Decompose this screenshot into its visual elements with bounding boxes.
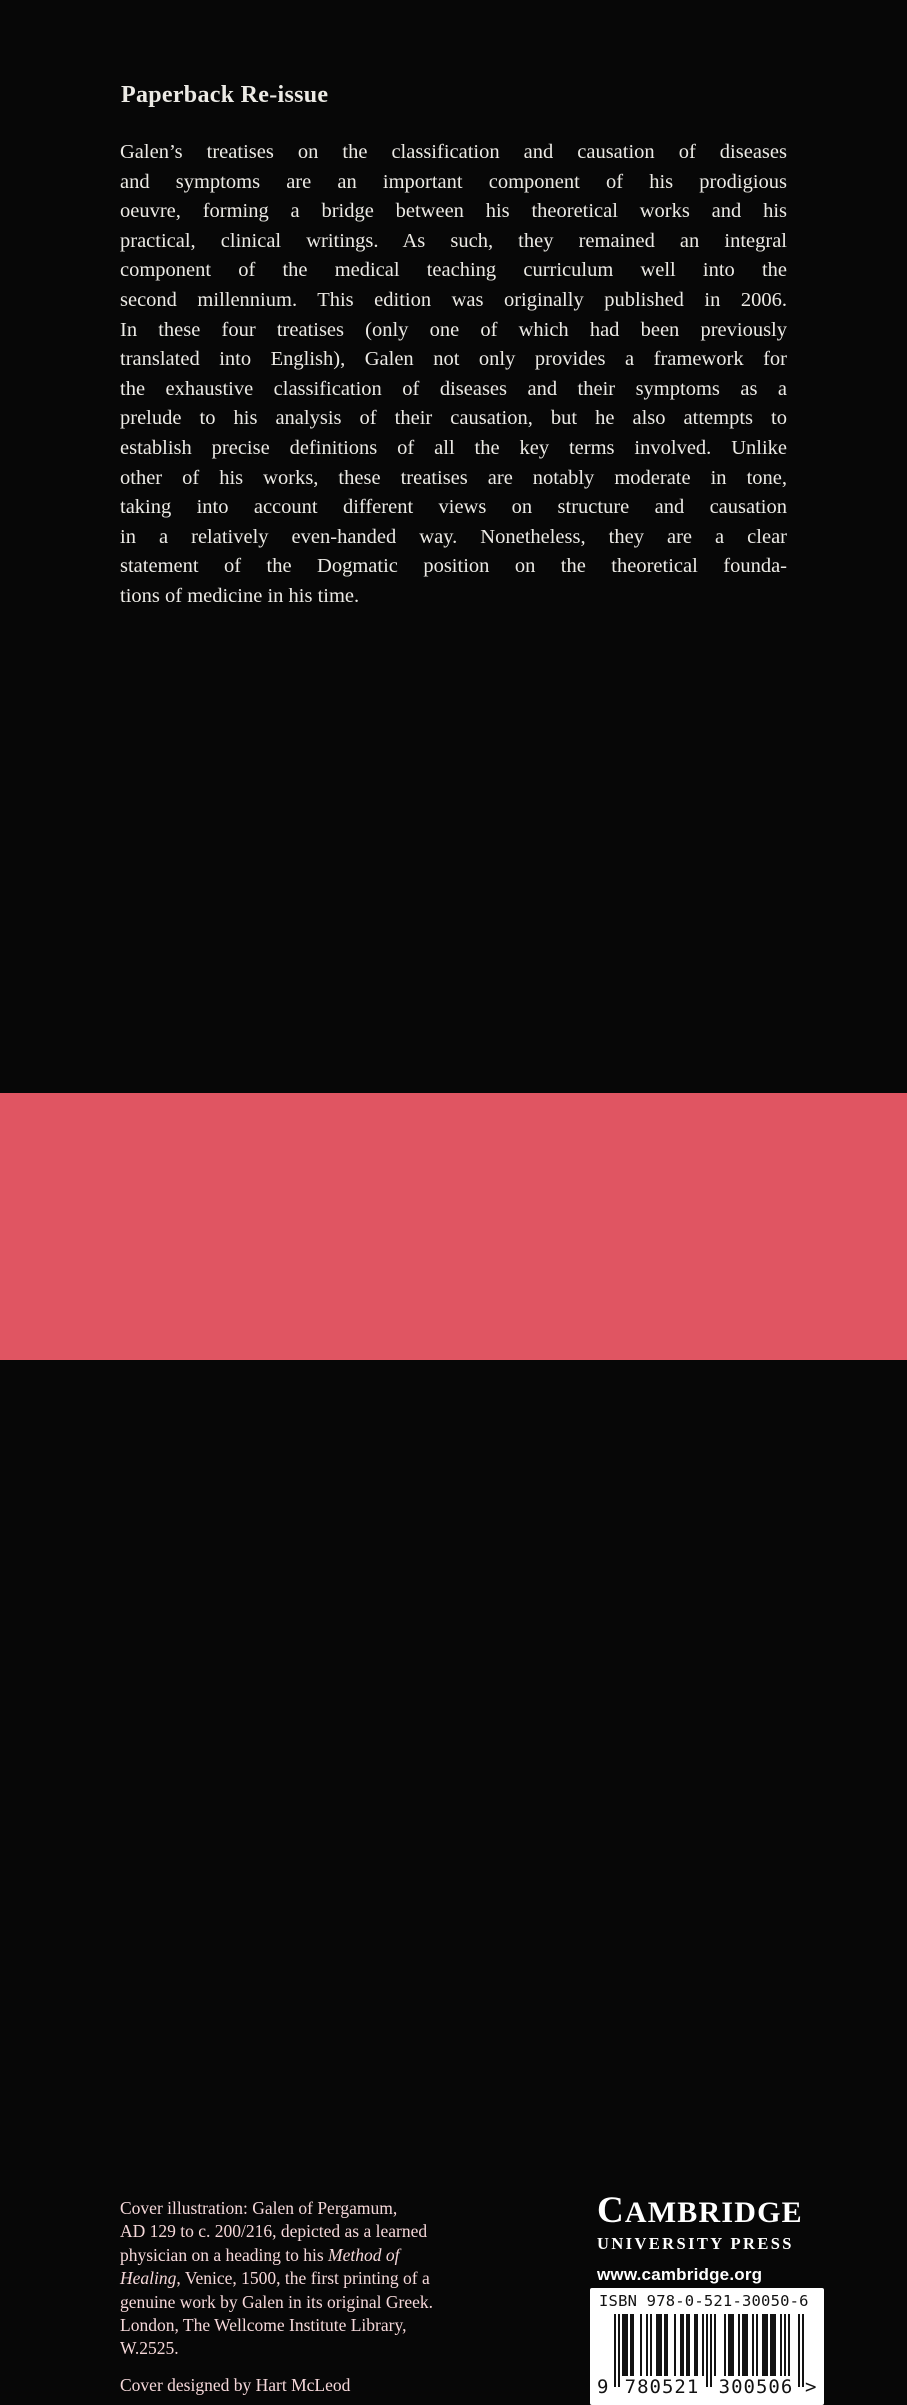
barcode-module — [802, 2314, 804, 2387]
blurb-line: prelude to his analysis of their causation, but he also attempts to — [120, 407, 787, 430]
isbn-barcode — [590, 2288, 824, 2405]
barcode-digit-group2: 300506 — [718, 2376, 794, 2398]
publisher-logo — [597, 2190, 803, 2284]
blurb-line: the exhaustive classification of diseases and their symptoms as a — [120, 377, 787, 400]
note-line: London, The Wellcome Institute Library, — [120, 2315, 407, 2336]
note-line: Cover illustration: Galen of Pergamum, — [120, 2198, 398, 2218]
blurb-line: tions of medicine in his time. — [120, 584, 360, 607]
note-line: physician on a heading to his Method of — [120, 2244, 400, 2265]
blurb-line: In these four treatises (only one of which had been previously — [120, 318, 787, 341]
note-line: genuine work by Galen in its original Greek. — [120, 2291, 433, 2312]
blurb — [120, 138, 787, 612]
blurb-line: establish precise definitions of all the key terms involved. Unlike — [120, 436, 787, 459]
blurb-line: translated into English), Galen not only provides a framework for — [120, 348, 787, 371]
isbn-label: ISBN 978-0-521-30050-6 — [599, 2292, 809, 2310]
publisher-name-line1: CAMBRIDGE — [597, 2190, 803, 2231]
publisher-website: www.cambridge.org — [597, 2264, 763, 2284]
blurb-line: practical, clinical writings. As such, they remained an integral — [120, 229, 787, 252]
blurb-line: taking into account different views on structure and causation — [120, 496, 787, 519]
blurb-line: component of the medical teaching curriculum well into the — [120, 259, 787, 282]
blurb-line: in a relatively even-handed way. Nonetheless, they are a clear — [120, 525, 787, 548]
page-title: Paperback Re-issue — [121, 82, 329, 108]
blurb-line: oeuvre, forming a bridge between his theoretical works and his — [120, 200, 787, 223]
blurb-line: Galen’s treatises on the classification and causation of diseases — [120, 141, 787, 163]
note-line: Healing, Venice, 1500, the first printing of a — [120, 2268, 430, 2289]
blurb-line: and symptoms are an important component of his prodigious — [120, 170, 787, 193]
note-line: AD 129 to c. 200/216, depicted as a learned — [120, 2221, 428, 2242]
designer-credit: Cover designed by Hart McLeod — [120, 2375, 351, 2395]
barcode-trailing-mark: > — [805, 2376, 817, 2398]
footer-band — [0, 1093, 907, 2398]
blurb-line: statement of the Dogmatic position on the theoretical founda- — [120, 555, 787, 578]
barcode-digit-group1: 780521 — [624, 2376, 700, 2398]
blurb-line: other of his works, these treatises are notably moderate in tone, — [120, 466, 787, 489]
note-line: W.2525. — [120, 2338, 179, 2359]
publisher-name-line2: UNIVERSITY PRESS — [597, 2234, 794, 2253]
blurb-line: second millennium. This edition was originally published in 2006. — [120, 288, 787, 311]
cover-illustration-note — [120, 2197, 515, 2361]
barcode-digit-lead: 9 — [597, 2376, 609, 2398]
